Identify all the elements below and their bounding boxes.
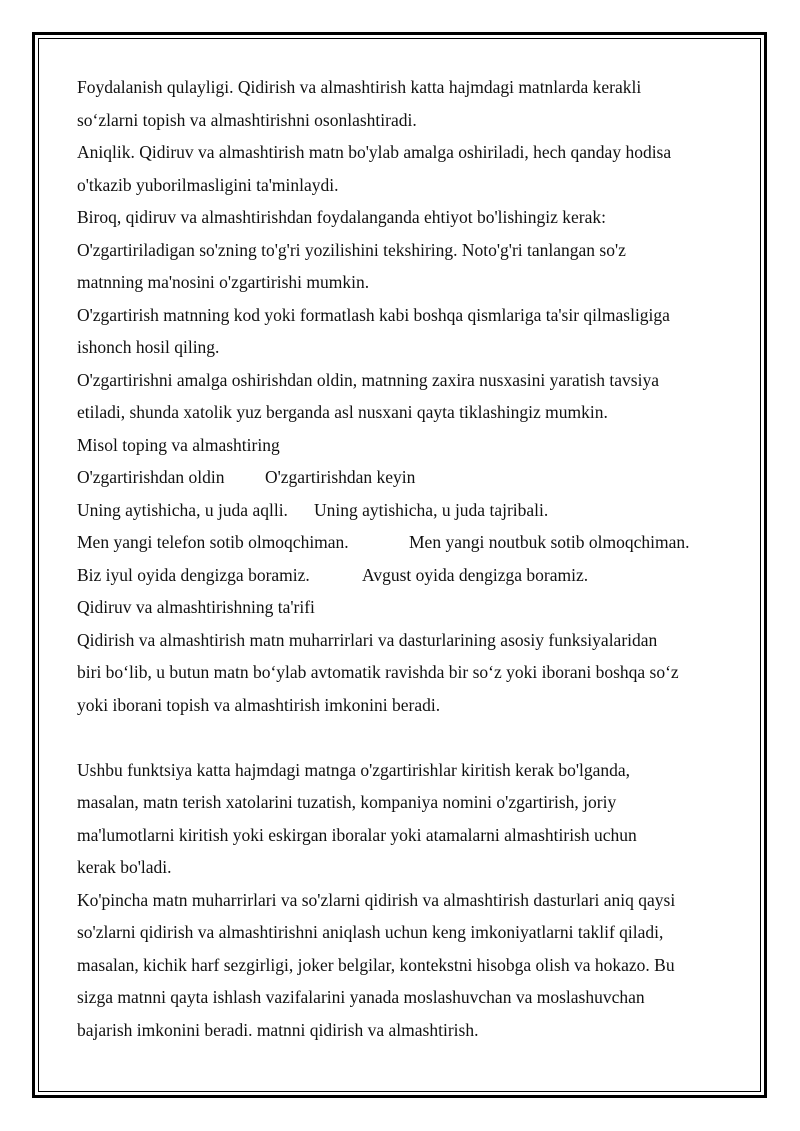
example-before: Biz iyul oyida dengizga boramiz. (77, 564, 310, 585)
text-line: o'tkazib yuborilmasligini ta'minlaydi. (77, 174, 339, 195)
paragraph-gap (77, 721, 737, 754)
example-heading: Misol toping va almashtiring (77, 434, 280, 455)
text-line: etiladi, shunda xatolik yuz berganda asl nusxani qayta tiklashingiz mumkin. (77, 402, 608, 422)
text-line: O'zgartirishni amalga oshirishdan oldin, matnning zaxira nusxasini yaratish tavsiya (77, 369, 659, 390)
text-line: matnning ma'nosini o'zgartirishi mumkin. (77, 272, 370, 292)
text-line: Ko'pincha matn muharrirlari va so'zlarni qidirish va almashtirish dasturlari aniq qaysi (77, 889, 676, 910)
example-after: Men yangi noutbuk sotib olmoqchiman. (409, 532, 690, 552)
text-line: bajarish imkonini beradi. matnni qidirish va almashtirish. (77, 1019, 479, 1040)
example-pair (77, 494, 737, 527)
text-line: Ushbu funktsiya katta hajmdagi matnga o'zgartirishlar kiritish kerak bo'lganda, (77, 759, 631, 780)
text-line: sizga matnni qayta ishlash vazifalarini yanada moslashuvchan va moslashuvchan (77, 987, 645, 1007)
text-line: ishonch hosil qiling. (77, 337, 220, 357)
example-pair (77, 526, 737, 559)
text-line: yoki iborani topish va almashtirish imkonini beradi. (77, 694, 441, 715)
section-heading: Qidiruv va almashtirishning ta'rifi (77, 597, 315, 617)
example-after: Uning aytishicha, u juda tajribali. (314, 499, 549, 520)
text-line: so'zlarni qidirish va almashtirishni aniqlash uchun keng imkoniyatlarni taklif qiladi, (77, 922, 664, 942)
text-line: masalan, kichik harf sezgirligi, joker belgilar, kontekstni hisobga olish va hokazo. Bu (77, 954, 675, 975)
text-line: Qidirish va almashtirish matn muharrirlari va dasturlarining asosiy funksiyalaridan (77, 629, 658, 650)
text-line: so‘zlarni topish va almashtirishni osonlashtiradi. (77, 109, 417, 130)
text-line: kerak bo'ladi. (77, 857, 172, 877)
text-line: Biroq, qidiruv va almashtirishdan foydalanganda ehtiyot bo'lishingiz kerak: (77, 207, 607, 227)
example-pair-header (77, 461, 737, 494)
text-line: masalan, matn terish xatolarini tuzatish, kompaniya nomini o'zgartirish, joriy (77, 792, 617, 812)
text-line: Aniqlik. Qidiruv va almashtirish matn bo'ylab amalga oshiriladi, hech qanday hodisa (77, 142, 672, 162)
document-body (77, 71, 737, 1046)
example-before: O'zgartirishdan oldin (77, 467, 225, 487)
text-line: Foydalanish qulayligi. Qidirish va almashtirish katta hajmdagi matnlarda kerakli (77, 77, 642, 97)
example-before: Uning aytishicha, u juda aqlli. (77, 499, 288, 520)
text-line: ma'lumotlarni kiritish yoki eskirgan iboralar yoki atamalarni almashtirish uchun (77, 824, 637, 845)
example-before: Men yangi telefon sotib olmoqchiman. (77, 532, 349, 552)
text-line: biri bo‘lib, u butun matn bo‘ylab avtomatik ravishda bir so‘z yoki iborani boshqa so‘z (77, 662, 679, 682)
example-pair (77, 559, 737, 592)
text-line: O'zgartirish matnning kod yoki formatlash kabi boshqa qismlariga ta'sir qilmasligiga (77, 304, 670, 325)
example-after: Avgust oyida dengizga boramiz. (362, 564, 589, 585)
text-line: O'zgartiriladigan so'zning to'g'ri yozilishini tekshiring. Noto'g'ri tanlangan so'z (77, 239, 626, 260)
example-after: O'zgartirishdan keyin (265, 467, 416, 487)
